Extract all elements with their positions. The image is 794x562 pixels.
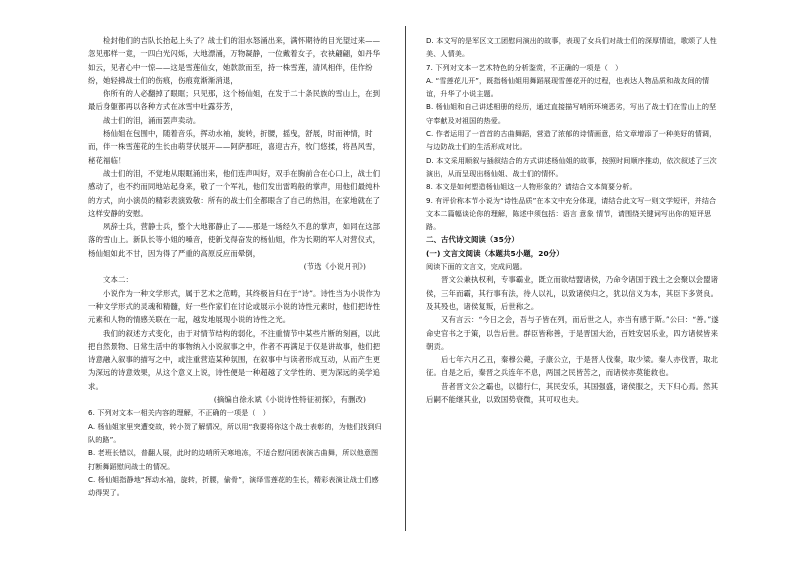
text-heading: 文本二： (103, 275, 133, 285)
text-paragraph: 检封他们的吉队长抬起上头了？战士们的泪水怒涌出来，满怀期待的目光望过来——忽见那样一竟，一四白光闪烁，大地漂涌，万物凝静，一位戴着女子，衣袂翩翩，如丹华如云，见者心中一惊——这是雪莲仙女，她款款而至，持一株雪莲，清风相伴，佳作纷纷，她轻拂战士们的伤痕，伤痕竟渐渐消退， (88, 36, 381, 85)
left-column (88, 34, 384, 499)
instruction: 阅读下面的文言文，完成问题。 (426, 262, 527, 272)
option-b: B. 杨仙姐和自己讲述相册的经历，通过直接描写哨所环境恶劣，写出了战士们在雪山上的坚守奉献及对祖国的热爱。 (426, 102, 717, 125)
source-citation: (节选《小说月刊》) (303, 262, 366, 272)
text-paragraph: 你所有的人必翻掉了眼眶；只见那，这个杨仙姐，在发于二十条民族的雪山上，在到最后身躯都再以各种方式在冰雪中吐露芬芳， (88, 89, 381, 112)
option-c: C. 作者运用了一首首的古曲舞蹈，营造了浓郁的诗情画意，给文章增添了一种美好的情调，与边防战士们的生活形成对比。 (426, 129, 717, 152)
text-paragraph: 我们的叙述方式变化，由于对情节结构的弱化，不注重情节中某些片断的刻画，以此把自然景物、日常生活中的事物纳入小说叙事之中，作者不再满足于仅是讲故事，他们把诗意融入叙事的描写之中，或注重营造某种氛围，在叙事中与读者形成互动，从而产生更为深远的诗意效果，从这个意义上说，诗性便是一种超越了文学性的、更为深远的美学追求。 (88, 328, 381, 391)
source-citation: (摘编自徐永斌《小说诗性特征初探》，有删改) (213, 395, 366, 405)
right-column (426, 34, 722, 406)
text-paragraph: 战士们的泪，不觉地从眼眶涌出来，他们连声叫好，双手在胸前合在心口上，战士们感动了，也不约而同地站起身来，敬了一个军礼，他们发出雷鸣般的掌声，用他们最纯朴的方式，向小演员的精彩表演致敬：所有的战士们全都眼含了自己的热泪，在家地就在了这样安静的安慰。 (88, 168, 381, 218)
classical-paragraph: 又有言云：“今日之会，吾与子皆在列，而后世之人，亦当有感于斯。”公曰：“善。”遂命史官书之于策，以告后世。群臣皆称善，于是晋国大治，百姓安居乐业，四方诸侯皆来朝贡。 (426, 315, 719, 351)
question-6: 6. 下列对文本一相关内容的理解，不正确的一项是（ ） (88, 408, 270, 418)
option-d: D. 本文采用顺叙与插叙结合的方式讲述杨仙姐的故事，按照时间顺序推动，依次叙述了三次演出，从而呈现出杨仙姐、战士们的情怀。 (426, 155, 717, 178)
text-paragraph: 战士们的泪，涌而罢声卖动。 (103, 115, 201, 125)
classical-paragraph: 晋文公兼执权利，专事霸业，既立而欲结盟诸侯，乃命令诸国于践土之会聚以会盟诸侯，三年而霸，其行事有法，待人以礼，以致诸侯归之，犹以信义为本，其臣下多贤良。及其殁也，诸侯复叛，后世称之。 (426, 275, 719, 311)
subsection-heading: (一) 文言文阅读（本题共5小题，20分） (426, 248, 564, 258)
option-d: D. 本文写的是军区文工团慰问演出的故事，表现了女兵们对战士们的深厚情谊，歌颂了人性美、人情美。 (426, 36, 717, 59)
text-paragraph: 杨仙姐在包围中，随着音乐，挥动水袖，旋转，折腰，摇曳，舒展，时而神情，时而，伴一株雪莲花的生长由萌芽伏展开——阿萨那旺，喜迎古卉，牧门悠揉，将昌风雪，秘花福临！ (88, 129, 381, 165)
option-a: A. 杨仙姐家里突遭变故，转小贺了解情况，所以用“我要将你这个战士表彰的，为他们找到归队的路”。 (88, 421, 382, 444)
question-8: 8. 本文是如何塑造杨仙姐这一人物形象的？请结合文本简要分析。 (426, 182, 637, 192)
option-a: A. “雪莲花儿开”，既指杨仙姐用舞蹈展现雪莲花开的过程，也表达人物品质和战友间的情谊，升华了小说主题。 (426, 75, 710, 99)
classical-paragraph: 后七年六月乙丑，秦穆公薨，子康公立，于是晋人伐秦，取少梁。秦人亦伐晋，取北征。自是之后，秦晋之兵连年不息，两国之民皆苦之，而诸侯亦莫能救也。 (426, 355, 719, 378)
question-7: 7. 下列对文本一艺术特色的分析鉴赏，不正确的一项是（ ） (426, 62, 623, 72)
column-divider (405, 26, 406, 531)
section-heading: 二、古代诗文阅读（35分） (426, 235, 519, 245)
classical-paragraph: 昔者晋文公之霸也，以德行仁，其民安乐，其国强盛，诸侯服之，天下归心焉。然其后嗣不能继其业，以致国势衰微，其可叹也夫。 (426, 381, 719, 405)
option-b: B. 老班长错以，普翻人展，此时的边哨所天寒地冻，不适合慰问团表演古曲舞，所以他意图打断舞蹈慰问战士的情况。 (88, 448, 379, 471)
text-paragraph: 夙辞士兵，营静士兵，整个大地都静止了——那是一场经久不息的掌声，如同在这部落的雪山上。新队长等小姐的嗓音，使新戈得奋发的杨仙姐，作为长期的军人对营仪式，杨仙姐如此不甘，因为得了严重的高原反应而晕倒， (88, 222, 381, 258)
question-9: 9. 有评价称本节小说为“诗性品质”在本文中充分体现，请结合此文写一则文学短评，并结合文本二篇幅谈论你的理解，陈述中须包括：语言 意象 情节，请围绕关键词写出你的短评思路。 (426, 195, 717, 232)
option-c: C. 杨仙姐指静地“挥动水袖，旋转，折腰，偷骨”，演绎雪莲花的生长，精彩表演让战士们感动得哭了。 (88, 474, 379, 498)
text-paragraph: 小说作为一种文学形式，属于艺术之范畴，其终极旨归在于“诗”。诗性当为小说作为一种文学形式的灵魂和精髓，好一些作家们在讨论或展示小说的诗性元素时，他们把诗性元素和人物的情感关联在一起，越发地展现小说的诗性之光。 (88, 288, 381, 325)
